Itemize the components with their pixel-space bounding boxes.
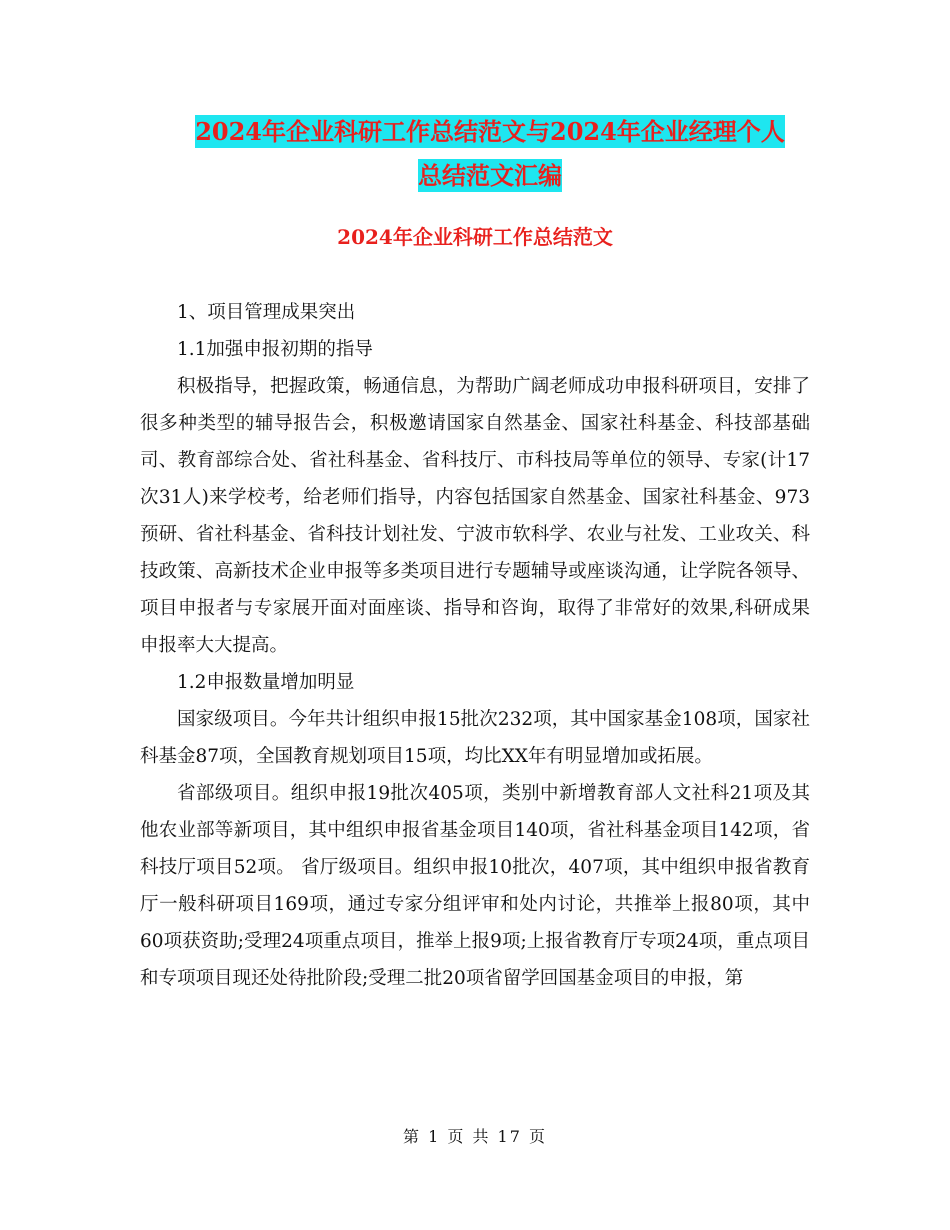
paragraph: 1、项目管理成果突出 — [177, 302, 356, 323]
paragraph: 1.2申报数量增加明显 — [177, 672, 355, 693]
title-line-2: 总结范文汇编 — [418, 161, 562, 190]
paragraph: 省部级项目。组织申报19批次405项，类别中新增教育部人文社科21项及其他农业部等新项目，其中组织申报省基金项目140项，省社科基金项目142项，省科技厅项目52项。 省厅级项目。组织申报10批次，407项，其中组织申报省教育厅一般科研项目169项，通过专家分组评审和处内讨论，共推举上报80项，其中60项获资助;受理24项重点项目，推举上报9项;上报省教育厅专项24项，重点项目和专项项目现还处待批阶段;受理二批20项省留学回国基金项目的申报，第 — [140, 783, 810, 989]
document-body — [140, 294, 810, 997]
paragraph: 1.1加强申报初期的指导 — [177, 339, 373, 360]
title-line-1: 2024年企业科研工作总结范文与2024年企业经理个人 — [195, 117, 785, 146]
paragraph: 国家级项目。今年共计组织申报15批次232项，其中国家基金108项，国家社科基金87项，全国教育规划项目15项，均比XX年有明显增加或拓展。 — [140, 709, 810, 767]
document-title — [140, 110, 840, 198]
paragraph: 积极指导，把握政策，畅通信息，为帮助广阔老师成功申报科研项目，安排了很多种类型的辅导报告会，积极邀请国家自然基金、国家社科基金、科技部基础司、教育部综合处、省社科基金、省科技厅、市科技局等单位的领导、专家(计17次31人)来学校考，给老师们指导，内容包括国家自然基金、国家社科基金、973预研、省社科基金、省科技计划社发、宁波市软科学、农业与社发、工业攻关、科技政策、高新技术企业申报等多类项目进行专题辅导或座谈沟通，让学院各领导、项目申报者与专家展开面对面座谈、指导和咨询，取得了非常好的效果,科研成果申报率大大提高。 — [140, 376, 810, 656]
section-title: 2024年企业科研工作总结范文 — [337, 225, 613, 249]
page-footer: 第 1 页 共 17 页 — [403, 1127, 547, 1146]
